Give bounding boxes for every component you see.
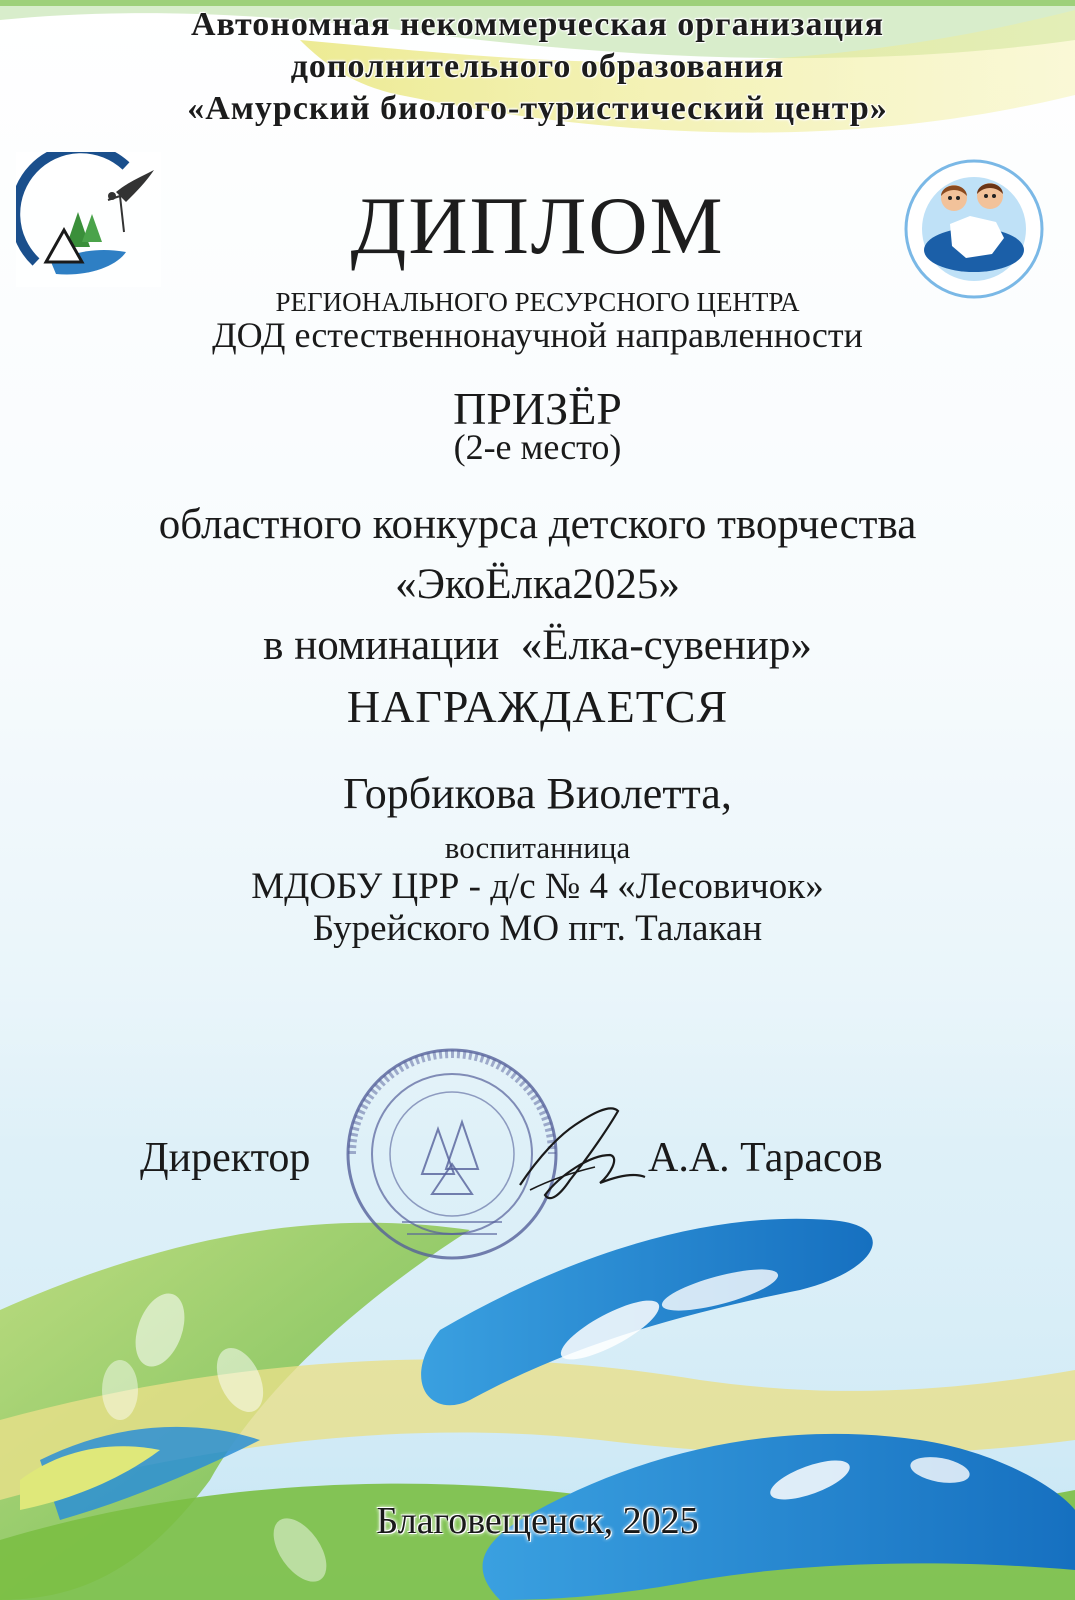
- handwritten-signature-icon: [500, 1095, 650, 1210]
- title-subtitle-line-1: РЕГИОНАЛЬНОГО РЕСУРСНОГО ЦЕНТРА: [275, 287, 800, 317]
- director-name: А.А. Тарасов: [648, 1135, 883, 1181]
- footer-place-year: Благовещенск, 2025: [376, 1500, 699, 1542]
- recipient-role: воспитанница: [444, 830, 631, 865]
- org-name-line-1: Автономная некоммерческая организация: [190, 6, 885, 43]
- recipient-institution: МДОБУ ЦРР - д/с № 4 «Лесовичок»: [251, 866, 824, 907]
- diploma-title: ДИПЛОМ: [350, 180, 725, 271]
- award-place: (2-е место): [453, 427, 622, 467]
- org-name-line-2: дополнительного образования: [290, 48, 785, 85]
- title-subtitle-line-2: ДОД естественнонаучной направленности: [212, 315, 863, 355]
- director-label: Директор: [140, 1135, 311, 1181]
- recipient-location: Бурейского МО пгт. Талакан: [312, 908, 763, 949]
- contest-name: «ЭкоЁлка2025»: [395, 561, 680, 608]
- recipient-name: Горбикова Виолетта,: [343, 769, 732, 818]
- contest-line: областного конкурса детского творчества: [158, 501, 917, 548]
- nomination: в номинации «Ёлка-сувенир»: [263, 622, 812, 669]
- award-rank: ПРИЗЁР: [453, 383, 622, 434]
- org-name-line-3: «Амурский биолого-туристический центр»: [187, 90, 888, 127]
- awarded-label: НАГРАЖДАЕТСЯ: [346, 681, 729, 732]
